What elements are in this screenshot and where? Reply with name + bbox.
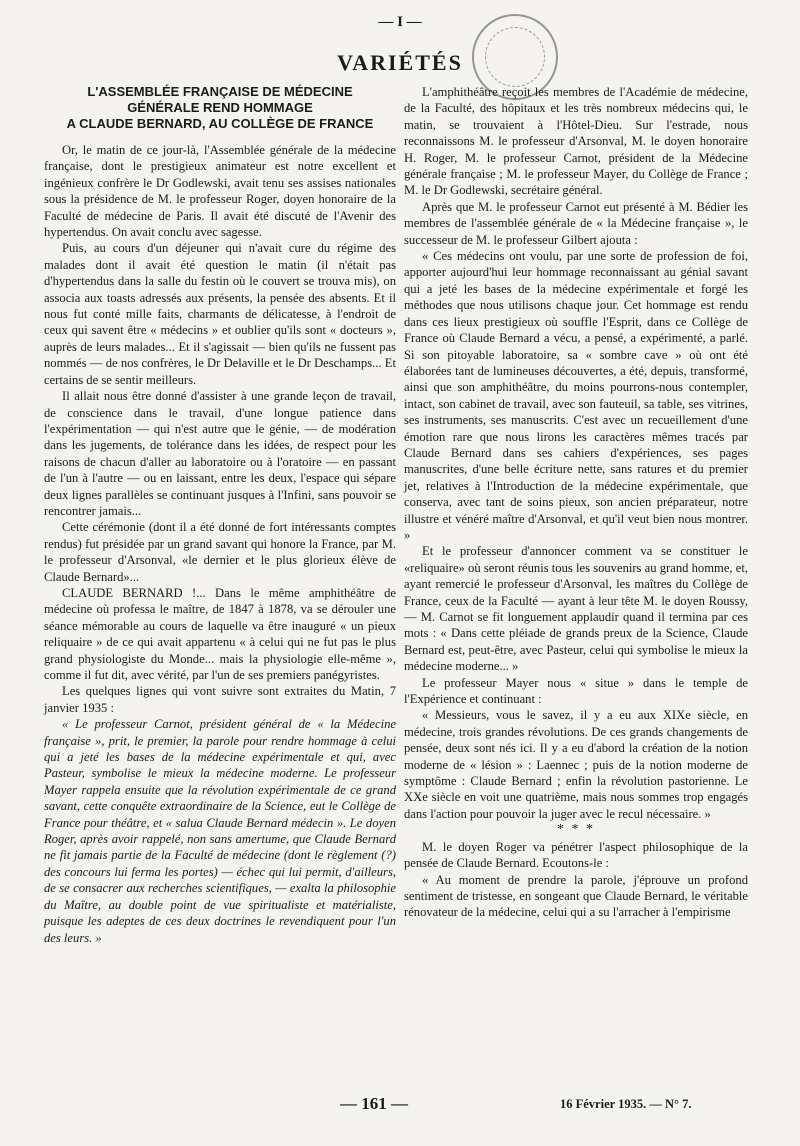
paragraph: Et le professeur d'annoncer comment va se constituer le «reliquaire» où seront réunis tous les souvenirs au grand homme, et, ayant remercié le professeur d'Arsonval, les maîtres du Collège de France, ceux de la Faculté — ayant à leur tête M. le doyen Roussy, — M. Carnot se fit longuement applaudir quand il termina par ces mots : « Dans cette pléiade de grands preux de la Science, Claude Bernard est, peut-être, avec Pasteur, celui qui symbolise le mieux la médecine moderne... » <box>404 544 748 674</box>
article-headline <box>44 84 396 132</box>
paragraph: M. le doyen Roger va pénétrer l'aspect philosophique de la pensée de Claude Bernard. Ecoutons-le : <box>404 839 748 871</box>
issue-date: 16 Février 1935. — N° 7. <box>560 1097 692 1111</box>
paragraph: Cette cérémonie (dont il a été donné de fort intéressants comptes rendus) fut présidée par un grand savant qui honore la France, par M. le professeur d'Arsonval, «le dernier et le plus glorieux élève de Claude Bernard»... <box>44 520 396 584</box>
headline-line: L'ASSEMBLÉE FRANÇAISE DE MÉDECINE <box>87 84 353 99</box>
page-marker: — I — <box>378 14 422 30</box>
paragraph: Or, le matin de ce jour-là, l'Assemblée générale de la médecine française, dont le prestigieux animateur est notre excellent et ingénieux confrère le Dr Godlewski, avait tenu ses assises nationales sous la présidence de M. le professeur Roger, doyen honoraire de la Faculté de médecine de Paris. Il avait été discuté de l'Avenir des hypertendus. On avait conclu avec sagesse. <box>44 143 396 240</box>
paragraph: Les quelques lignes qui vont suivre sont extraites du Matin, 7 janvier 1935 : <box>44 684 396 715</box>
quote-paragraph: « Le professeur Carnot, président général de « la Médecine française », prit, le premier, la parole pour rendre hommage à celui qui a jeté les bases de la médecine expérimentale et qui, avec Pasteur, symbolise le mieux la médecine moderne. Le professeur Mayer rappela ensuite que la révolution expérimentale de ce grand savant, cette conquête extraordinaire de la Science, eut le Collège de France pour théâtre, et « salua Claude Bernard médecin ». Le doyen Roger, après avoir rappelé, non sans amertume, que Claude Bernard ne fit jamais partie de la Faculté de médecine (dont le règlement (?) des concours lui ferma les portes) — échec qui lui permit, d'ailleurs, de se consacrer aux recherches scientifiques, — exalta la philosophie du Maître, au double point de vue spiritualiste et matérialiste, puisque les adeptes de ces deux doctrines le revendiquent pour l'un des leurs. » <box>44 717 396 945</box>
paragraph: Le professeur Mayer nous « situe » dans le temple de l'Expérience et continuant : <box>404 675 748 707</box>
paragraph: « Messieurs, vous le savez, il y a eu aux XIXe siècle, en médecine, trois grandes révolutions. De ces grands changements de pensée, deux sont nés ici. Il y a eu d'abord la création de la notion moderne de « lésion » : Laennec ; puis de la notion moderne de symptôme : Claude Bernard ; enfin la révolution pastorienne. Le XXe siècle en voit une quatrième, mais nous sommes trop engagés dans l'action pour pouvoir la juger avec le recul nécessaire. » <box>404 708 748 821</box>
page-number: — 161 — <box>340 1094 408 1113</box>
paragraph: L'amphithéâtre reçoit les membres de l'Académie de médecine, de la Faculté, des hôpitaux et les très nombreux médecins qui, le matin, se trouvaient à l'Hôtel-Dieu. Sur l'estrade, nous reconnaissons M. le professeur d'Arsonval, M. le doyen honoraire H. Roger, M. le professeur Carnot, président de la Médecine générale française ; M. le professeur Mayer, du Collège de France ; M. le Dr Godlewski, secrétaire général. <box>404 85 748 198</box>
paragraph: Puis, au cours d'un déjeuner qui n'avait cure du régime des malades dont il avait été question le matin (il n'était pas d'hypertendus dans la salle du festin où le couvert se trouva mis), on associa aux toasts adressés aux présents, la pensée des absents. Et il nous fut conté mille faits, charmants de délicatesse, à l'endroit de ceux qui savent être « médecins » et oublier qu'ils sont « docteurs », auprès de leurs malades... Et il s'agissait — bien qu'ils ne fussent pas nommés — de nos confrères, le Dr Delaville et le Dr Deschamps... Et certains de se sentir meilleurs. <box>44 241 396 387</box>
left-column <box>44 84 396 946</box>
paragraph: « Au moment de prendre la parole, j'éprouve un profond sentiment de tristesse, en songeant que Claude Bernard, le véritable rénovateur de la médecine, celui qui a su l'arracher à l'empirisme <box>404 872 748 920</box>
headline-line: GÉNÉRALE REND HOMMAGE <box>127 100 313 115</box>
paragraph: Il allait nous être donné d'assister à une grande leçon de travail, de conscience dans le travail, d'une longue patience dans l'expérimentation — qui n'est autre que le génie, — de modération dans les jugements, de tolérance dans les idées, de respect pour les raisons de chacun d'aller au laboratoire ou à l'oratoire — en passant de l'un à l'autre — ou en laissant, entre les deux, l'espace qui sépare deux lignes parallèles se continuant jusques à l'Infini, sans pouvoir se rencontrer jamais... <box>44 389 396 518</box>
headline-line: A CLAUDE BERNARD, AU COLLÈGE DE FRANCE <box>66 116 374 131</box>
right-column <box>404 84 748 921</box>
paragraph: Après que M. le professeur Carnot eut présenté à M. Bédier les membres de l'assemblée générale de « la Médecine française », le successeur de M. le professeur Gilbert ajouta : <box>404 199 748 247</box>
paragraph: « Ces médecins ont voulu, par une sorte de profession de foi, apporter aujourd'hui leur hommage reconnaissant au génial savant qui a jeté les bases de la médecine expérimentale et forgé les méthodes que nous utilisons chaque jour. Cet hommage est rendu dans ces lieux prestigieux où souffle l'Esprit, dans ce Collège de France où Claude Bernard a vécu, a pensé, a expérimenté, a parlé. Si son pitoyable laboratoire, sa « sombre cave » où ont été élaborées tant de lumineuses découvertes, a été, depuis, transformé, ainsi que son amphithéâtre, du moins pourrons-nous contempler, intact, son cabinet de travail, avec son fauteuil, sa table, ses vitrines, ses instruments, ses manuscrits. C'est avec un recueillement d'une émotion rare que nous lirons les caractères mêmes tracés par Claude Bernard dans ses cahiers d'expériences, ses pages manuscrites, d'une belle écriture nette, sans ratures et du premier jet, relatives à l'Introduction de la médecine expérimentale, que conserva, avec tant de soins pieux, son ancien préparateur, notre illustre et vénéré maître d'Arsonval, et qu'il veut bien nous montrer. » <box>404 249 748 542</box>
page-footer <box>0 1094 800 1124</box>
section-title: VARIÉTÉS <box>337 50 463 75</box>
paragraph: CLAUDE BERNARD !... Dans le même amphithéâtre de médecine où professa le maître, de 1847 à 1878, va se dérouler une séance mémorable au cours de laquelle va être inauguré « un pieux reliquaire » de ce qui avait appartenu « à celui qui ne fut pas le plus grand physiologiste du Monde... mais la physiologie elle-même », comme il fut dit, avec vérité, par l'un de ses premiers panégyristes. <box>44 585 396 682</box>
section-separator: * * * <box>557 822 595 838</box>
